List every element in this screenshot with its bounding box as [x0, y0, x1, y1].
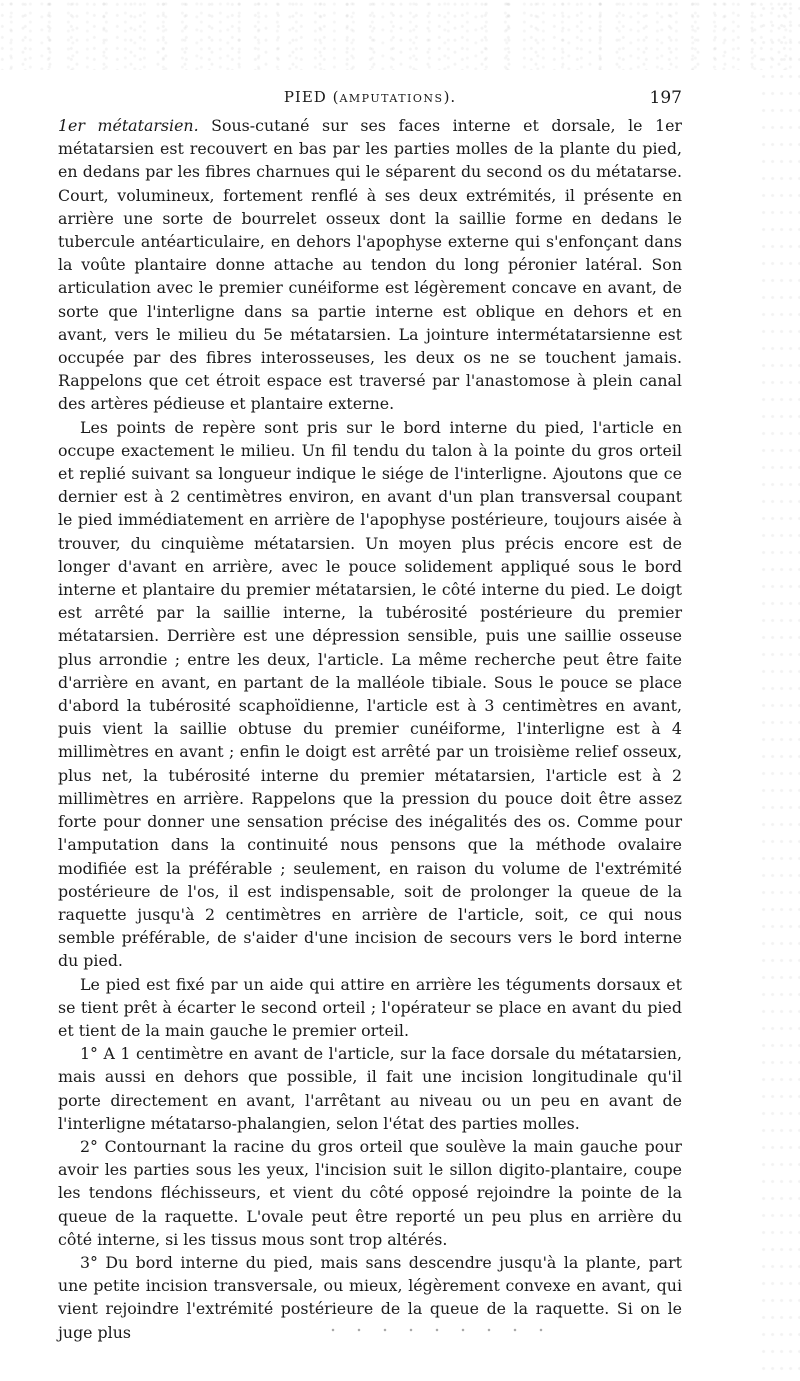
- paragraph-text: 3° Du bord interne du pied, mais sans descendre jusqu'à la plante, part une petite incision transversale, ou mieux, légèrement convexe en avant, qui vient rejoindre l'extrémité postérieure de la queue de la raquette. Si on le juge plus: [58, 1252, 682, 1342]
- page-number: 197: [649, 88, 682, 108]
- running-title: [58, 88, 682, 106]
- running-title-main: PIED (: [283, 88, 340, 106]
- paragraph-3: [58, 973, 682, 1043]
- running-header: [58, 88, 682, 110]
- book-page: [58, 88, 682, 1344]
- running-title-small-caps: AMPUTATIONS: [339, 92, 444, 105]
- paragraph-text: Le pied est fixé par un aide qui attire en arrière les téguments dorsaux et se tient prêt à écarter le second orteil ; l'opérateur se place en avant du pied et tient de la main gauche le premier orteil.: [58, 974, 682, 1040]
- paragraph-1: [58, 114, 682, 416]
- scan-edge-right: [760, 0, 800, 1381]
- paragraph-5: [58, 1135, 682, 1251]
- paragraph-4: [58, 1042, 682, 1135]
- body-text: [58, 114, 682, 1344]
- paragraph-2: [58, 416, 682, 973]
- paragraph-text: Les points de repère sont pris sur le bord interne du pied, l'article en occupe exactement le milieu. Un fil tendu du talon à la pointe du gros orteil et replié suivant sa longueur indique le siége de l'interligne. Ajoutons que ce dernier est à 2 centimètres environ, en avant d'un plan transversal coupant le pied immédiatement en arrière de l'apophyse postérieure, toujours aisée à trouver, du cinquième métatarsien. Un moyen plus précis encore est de longer d'avant en arrière, avec le pouce solidement appliqué sous le bord interne et plantaire du premier métatarsien, le côté interne du pied. Le doigt est arrêté par la saillie interne, la tubérosité postérieure du premier métatarsien. Derrière est une dépression sensible, puis une saillie osseuse plus arrondie ; entre les deux, l'article. La même recherche peut être faite d'arrière en avant, en partant de la malléole tibiale. Sous le pouce se place d'abord la tubérosité scaphoïdienne, l'article est à 3 centimètres en avant, puis vient la saillie obtuse du premier cunéiforme, l'interligne est à 4 millimètres en avant ; enfin le doigt est arrêté par un troisième relief osseux, plus net, la tubérosité interne du premier métatarsien, l'article est à 2 millimètres en arrière. Rappelons que la pression du pouce doit être assez forte pour donner une sensation précise des inégalités des os. Comme pour l'amputation dans la continuité nous pensons que la méthode ovalaire modifiée est la préférable ; seulement, en raison du volume de l'extrémité postérieure de l'os, il est indispensable, soit de prolonger la queue de la raquette jusqu'à 2 centimètres en arrière de l'article, soit, ce qui nous semble préférable, de s'aider d'une incision de secours vers le bord interne du pied.: [58, 417, 682, 971]
- footer-scan-marks: [320, 1328, 560, 1332]
- scan-noise-top: [0, 0, 800, 70]
- paragraph-text: 2° Contournant la racine du gros orteil que soulève la main gauche pour avoir les parties sous les yeux, l'incision suit le sillon digito-plantaire, coupe les tendons fléchisseurs, et vient du côté opposé rejoindre la pointe de la queue de la raquette. L'ovale peut être reporté un peu plus en arrière du côté interne, si les tissus mous sont trop altérés.: [58, 1136, 682, 1249]
- running-title-end: ).: [443, 88, 457, 106]
- paragraph-lead-term: 1er métatarsien.: [58, 116, 199, 135]
- paragraph-text: Sous-cutané sur ses faces interne et dorsale, le 1er métatarsien est recouvert en bas par les parties molles de la plante du pied, en dedans par les fibres charnues qui le séparent du second os du métatarse. Court, volumineux, fortement renflé à ses deux extrémités, il présente en arrière une sorte de bourrelet osseux dont la saillie forme en dedans le tubercule antéarticulaire, en dehors l'apophyse externe qui s'enfonçant dans la voûte plantaire donne attache au tendon du long péronier latéral. Son articulation avec le premier cunéiforme est légèrement concave en avant, de sorte que l'interligne dans sa partie interne est oblique en dehors et en avant, vers le milieu du 5e métatarsien. La jointure intermétatarsienne est occupée par des fibres interosseuses, les deux os ne se touchent jamais. Rappelons que cet étroit espace est traversé par l'anastomose à plein canal des artères pédieuse et plantaire externe.: [58, 116, 682, 414]
- paragraph-text: 1° A 1 centimètre en avant de l'article, sur la face dorsale du métatarsien, mais aussi en dehors que possible, il fait une incision longitudinale qu'il porte directement en avant, l'arrêtant au niveau ou un peu en avant de l'interligne métatarso-phalangien, selon l'état des parties molles.: [58, 1044, 682, 1133]
